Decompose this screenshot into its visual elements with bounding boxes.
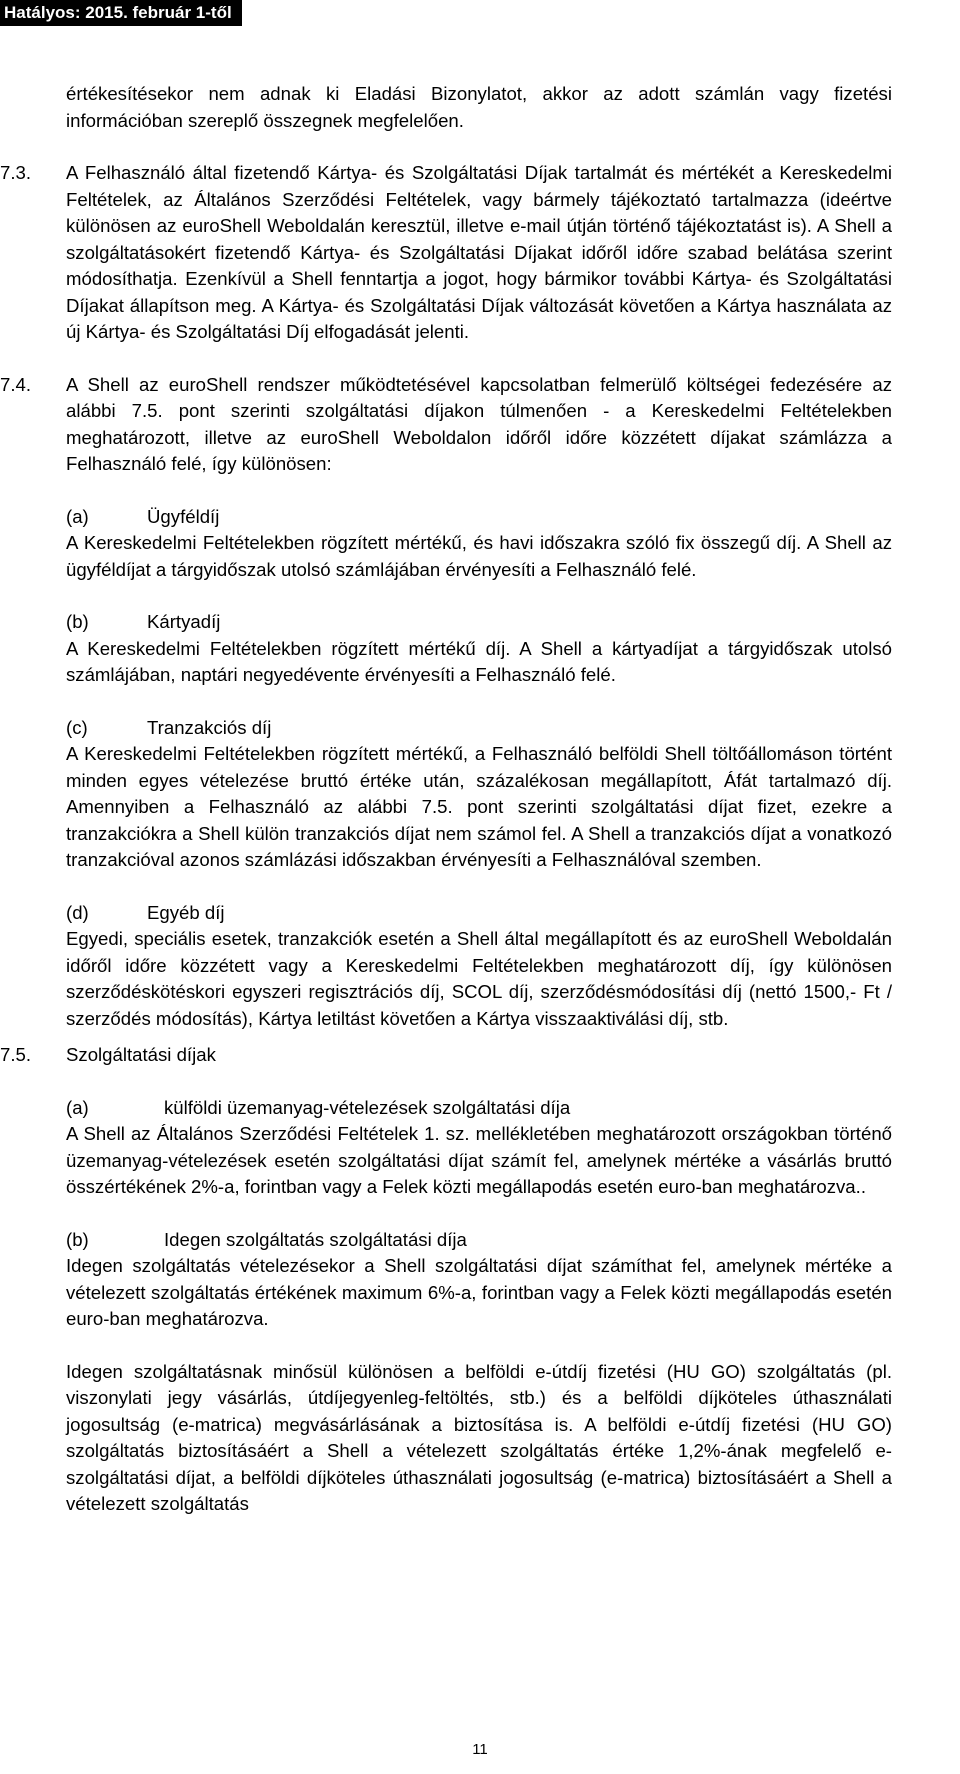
section-number: 7.5.	[0, 1044, 32, 1065]
item-title: külföldi üzemanyag-vételezések szolgáltatási díja	[164, 1096, 571, 1118]
item-text: Egyedi, speciális esetek, tranzakciók esetén a Shell által megállapított és az euroShell Weboldalán időről időre közzétett vagy a Kereskedelmi Feltételekben meghatározott díj, így különösen szerződéskötéskori egyszeri regisztrációs díj, SCOL díj, szerződésmódosítási díj (nettó 1500,- Ft / szerződés módosítás), Kártya letiltást követően a Kártya visszaaktiválási díj, stb.	[66, 928, 892, 1029]
section-7-5	[0, 1042, 892, 1069]
item-title: Egyéb díj	[147, 901, 225, 923]
item-label: (a)	[66, 505, 89, 527]
section-title: Szolgáltatási díjak	[66, 1044, 216, 1065]
fee-heading	[66, 715, 892, 742]
item-label: (c)	[66, 716, 88, 738]
item-title: Ügyféldíj	[147, 505, 220, 527]
section-7-4	[0, 372, 892, 478]
page-number: 11	[472, 1741, 488, 1758]
service-fee-b	[66, 1227, 892, 1333]
document-page	[0, 81, 892, 1518]
fee-item-d	[66, 900, 892, 1033]
item-text: A Kereskedelmi Feltételekben rögzített mértékű, és havi időszakra szóló fix összegű díj. A Shell az ügyféldíjat a tárgyidőszak utolsó számlájában érvényesíti a Felhasználó felé.	[66, 532, 892, 580]
item-label: (d)	[66, 901, 89, 923]
section-text: A Shell az euroShell rendszer működtetésével kapcsolatban felmerülő költségei fedezésére az alábbi 7.5. pont szerinti szolgáltatási díjakon túlmenően - a Kereskedelmi Feltételekben meghatározott, illetve az euroShell Weboldalon időről időre közzétett díjakat számlázza a Felhasználó felé, így különösen:	[66, 373, 892, 474]
item-title: Kártyadíj	[147, 611, 221, 632]
effective-date-banner: Hatályos: 2015. február 1-től	[0, 0, 242, 26]
item-text: A Kereskedelmi Feltételekben rögzített mértékű díj. A Shell a kártyadíjat a tárgyidőszak utolsó számlájában, naptári negyedévente érvényesíti a Felhasználó felé.	[66, 637, 892, 685]
item-title: Idegen szolgáltatás szolgáltatási díja	[164, 1228, 467, 1250]
fee-heading	[66, 609, 892, 636]
service-fee-a	[66, 1095, 892, 1201]
section-text: A Felhasználó által fizetendő Kártya- és Szolgáltatási Díjak tartalmát és mértékét a Kereskedelmi Feltételek, az Általános Szerződési Feltételek, vagy bármely tájékoztató tartalmazza (ideértve különösen az euroShell Weboldalán keresztül, illetve e-mail útján történő tájékoztatást is). A Shell a szolgáltatásokért fizetendő Kártya- és Szolgáltatási Díjakat időről időre szabad belátása szerint módosíthatja. Ezenkívül a Shell fenntartja a jogot, hogy bármikor további Kártya- és Szolgáltatási Díjakat állapítson meg. A Kártya- és Szolgáltatási Díjak változását követően a Kártya használata az új Kártya- és Szolgáltatási Díj elfogadását jelenti.	[66, 162, 892, 342]
item-label: (b)	[66, 611, 89, 632]
fee-heading	[66, 900, 892, 927]
item-text: A Shell az Általános Szerződési Feltételek 1. sz. mellékletében meghatározott országokban történő üzemanyag-vételezések esetén szolgáltatási díjat számít fel, amelynek mértéke a vásárlás bruttó összértékének 2%-a, forintban vagy a Felek közti megállapodás esetén euro-ban meghatározva..	[66, 1123, 892, 1197]
extra-paragraph: Idegen szolgáltatásnak minősül különösen a belföldi e-útdíj fizetési (HU GO) szolgáltatás (pl. viszonylati jegy vásárlás, útdíjegyenleg-feltöltés, stb.) és a belföldi díjköteles úthasználati jogosultság (e-matrica) megvásárlásának a biztosítása is. A belföldi e-útdíj fizetési (HU GO) szolgáltatás biztosításáért a Shell a vételezett szolgáltatás értéke 1,2%-ának megfelelő e-szolgáltatási díjat, a belföldi díjköteles úthasználati jogosultság (e-matrica) biztosításáért a Shell a vételezett szolgáltatás	[66, 1360, 892, 1514]
item-text: Idegen szolgáltatás vételezésekor a Shell szolgáltatási díjat számíthat fel, amelynek mértéke a vételezett szolgáltatás értékének maximum 6%-a, forintban vagy a Felek közti megállapodás esetén euro-ban meghatározva.	[66, 1255, 892, 1329]
fee-heading	[66, 1095, 892, 1122]
fee-heading	[66, 504, 892, 531]
fee-item-c	[66, 715, 892, 874]
item-label: (b)	[66, 1228, 89, 1250]
continuation-paragraph: értékesítésekor nem adnak ki Eladási Bizonylatot, akkor az adott számlán vagy fizetési információban szereplő összegnek megfelelően.	[66, 83, 892, 131]
fee-heading	[66, 1227, 892, 1254]
item-text: A Kereskedelmi Feltételekben rögzített mértékű, a Felhasználó belföldi Shell töltőállomáson történt minden egyes vételezése bruttó értéke után, százalékosan megállapított, Áfát tartalmazó díj. Amennyiben a Felhasználó az alábbi 7.5. pont szerinti szolgáltatási díjat fizet, ezekre a tranzakciókra a Shell külön tranzakciós díjat nem számol fel. A Shell a tranzakciós díjat a vonatkozó tranzakcióval azonos számlázási időszakban érvényesíti a Felhasználóval szemben.	[66, 743, 892, 870]
fee-item-a	[66, 504, 892, 584]
section-7-3	[0, 160, 892, 346]
section-number: 7.3.	[0, 162, 32, 183]
item-title: Tranzakciós díj	[147, 716, 272, 738]
item-label: (a)	[66, 1096, 89, 1118]
section-number: 7.4.	[0, 373, 32, 395]
fee-item-b	[66, 609, 892, 689]
